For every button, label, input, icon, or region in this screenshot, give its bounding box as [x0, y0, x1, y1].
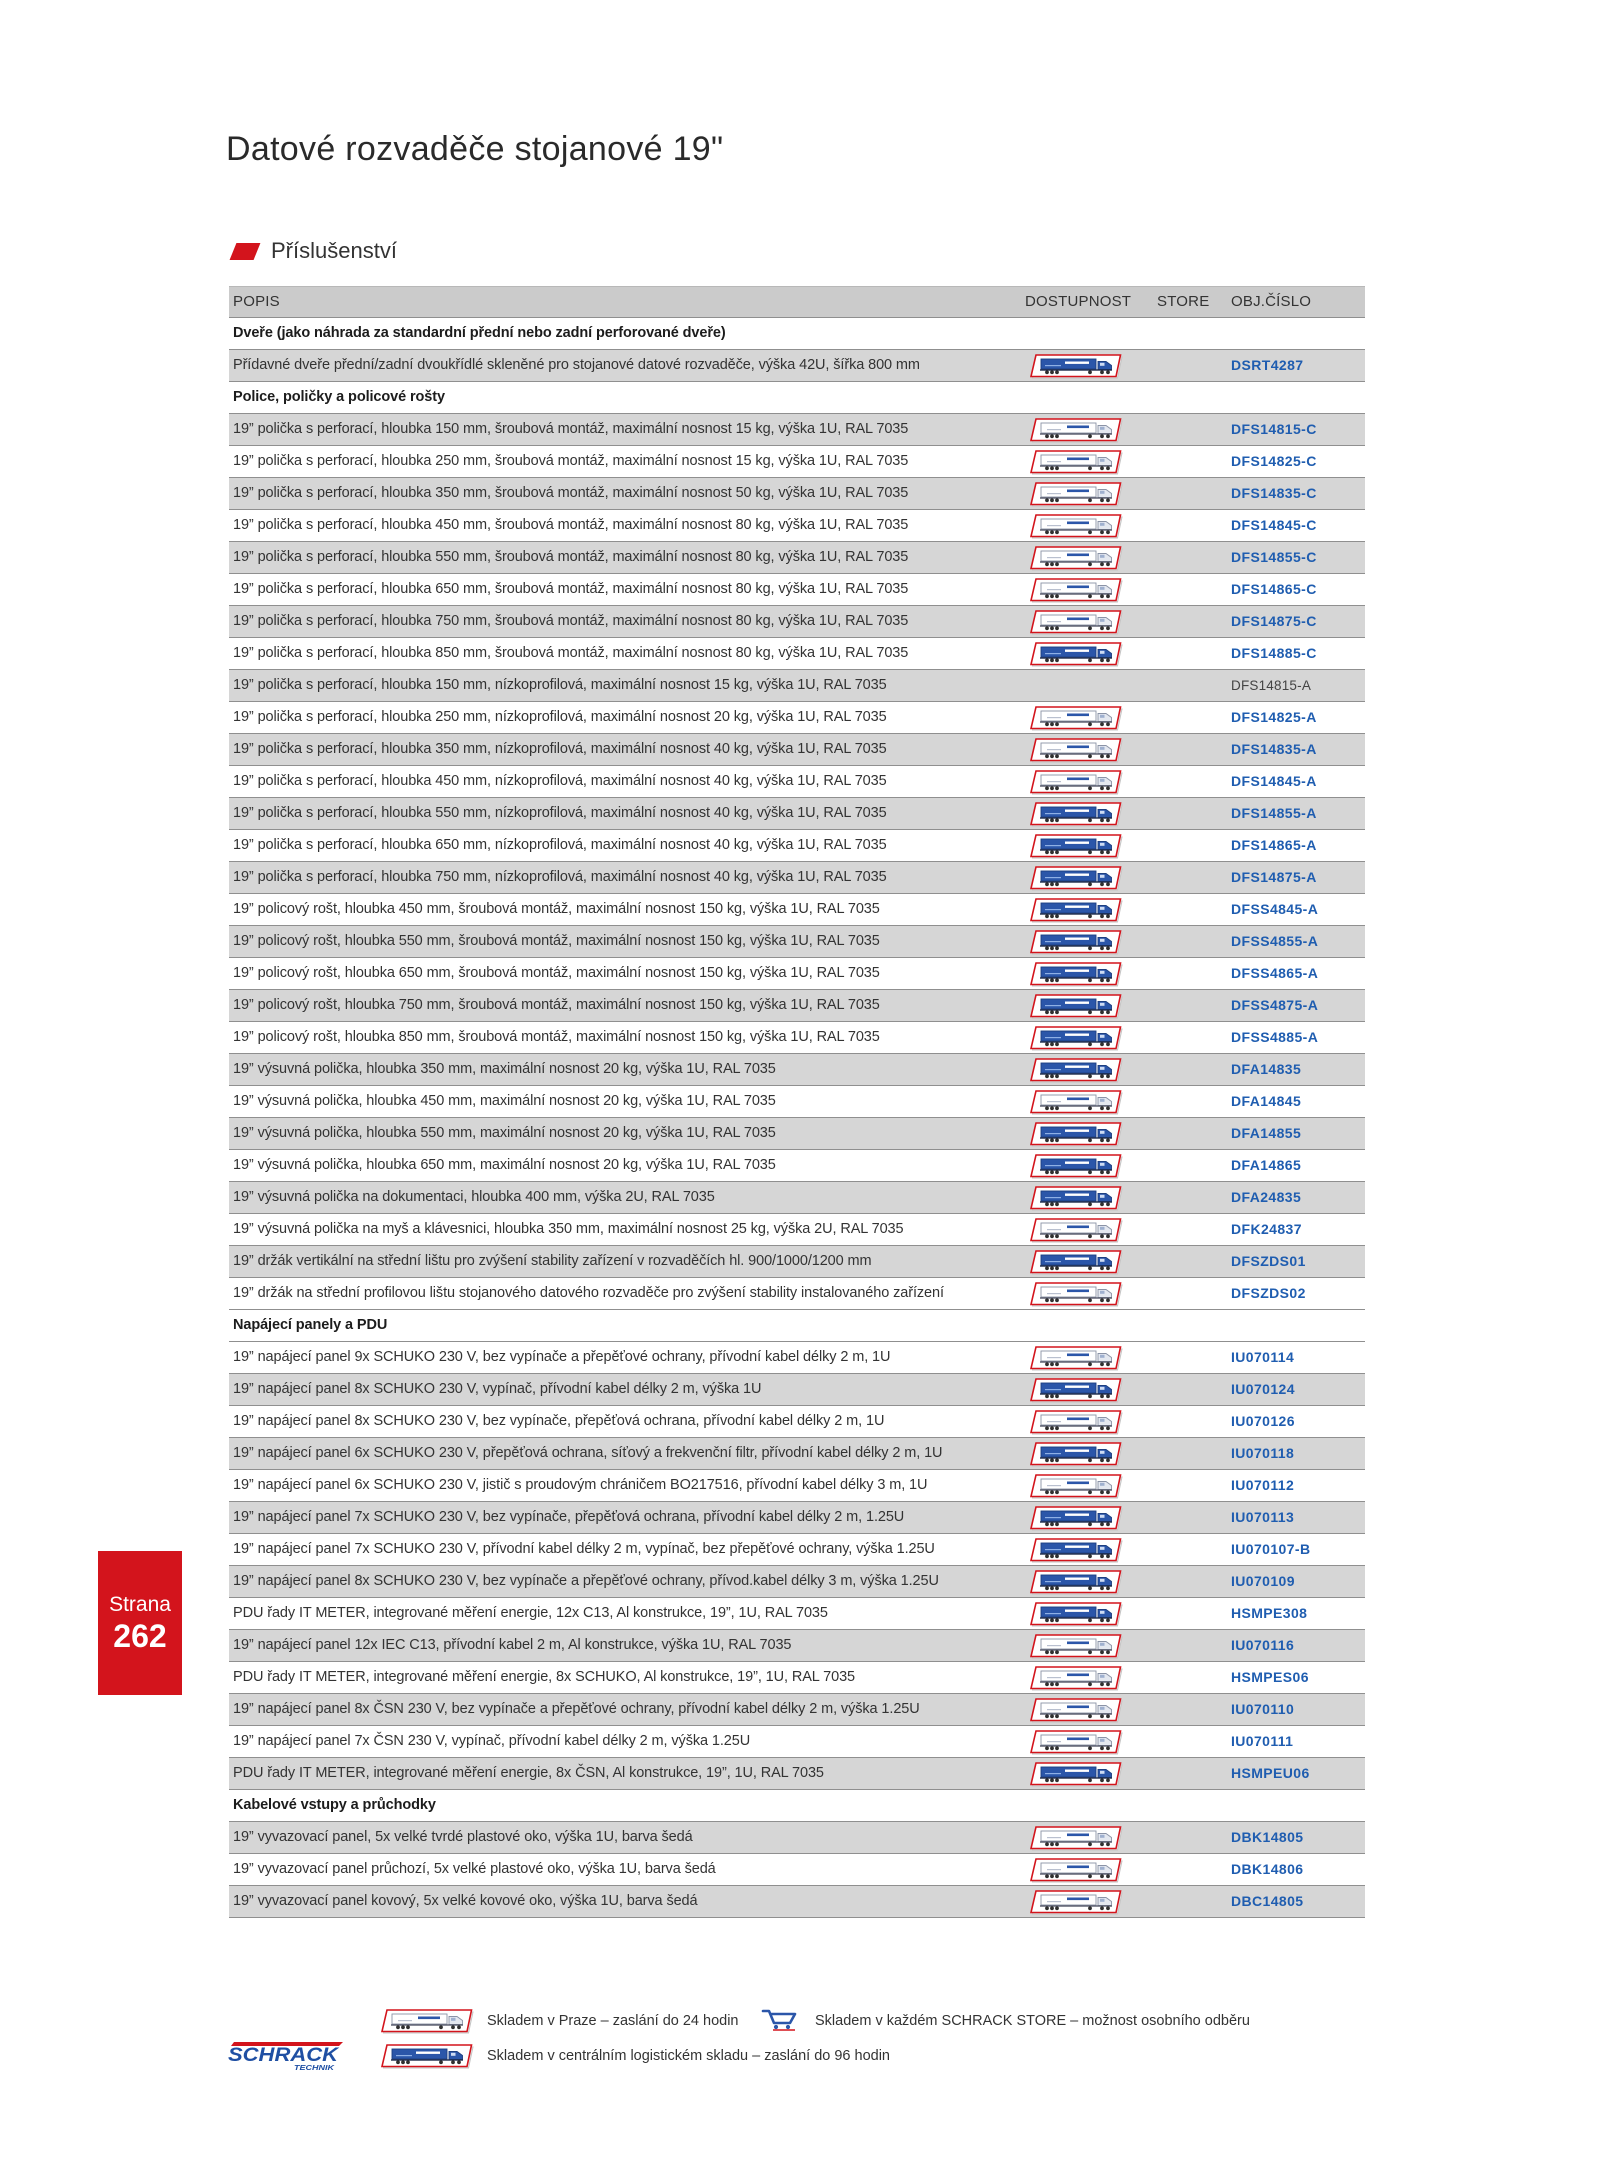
order-number: DFS14885-C — [1231, 645, 1317, 661]
order-number: DSRT4287 — [1231, 357, 1304, 373]
item-description: PDU řady IT METER, integrované měření energie, 12x C13, Al konstrukce, 19”, 1U, RAL 7035 — [233, 1605, 828, 1621]
table-row — [229, 606, 1365, 638]
item-description: PDU řady IT METER, integrované měření energie, 8x SCHUKO, Al konstrukce, 19”, 1U, RAL 7035 — [233, 1669, 856, 1685]
item-description: 19” výsuvná polička, hloubka 350 mm, maximální nosnost 20 kg, výška 1U, RAL 7035 — [233, 1061, 776, 1077]
logo-sub: TECHNIK — [294, 2063, 335, 2072]
legend-prague: Skladem v Praze – zaslání do 24 hodin — [487, 2013, 739, 2029]
table-row — [229, 766, 1365, 798]
group-row — [229, 1310, 1365, 1342]
truck-blue-icon — [1029, 353, 1123, 379]
item-description: 19” polička s perforací, hloubka 150 mm, nízkoprofilová, maximální nosnost 15 kg, výška 1U, RAL 7035 — [233, 677, 887, 693]
truck-blue-icon — [1029, 1121, 1123, 1147]
item-description: 19” polička s perforací, hloubka 350 mm, šroubová montáž, maximální nosnost 50 kg, výška 1U, RAL 7035 — [233, 485, 909, 501]
table-row — [229, 478, 1365, 510]
truck-blue-icon — [1029, 1377, 1123, 1403]
order-number: DFA24835 — [1231, 1189, 1302, 1205]
table-row — [229, 1726, 1365, 1758]
truck-blue-icon — [1029, 1249, 1123, 1275]
truck-blue-icon — [1029, 1441, 1123, 1467]
item-description: 19” policový rošt, hloubka 650 mm, šroubová montáž, maximální nosnost 150 kg, výška 1U, RAL 7035 — [233, 965, 880, 981]
truck-white-icon — [1029, 1089, 1123, 1115]
truck-blue-icon — [380, 2043, 474, 2069]
availability-cell — [1029, 1441, 1123, 1467]
order-number: IU070109 — [1231, 1573, 1295, 1589]
order-number: DFS14865-C — [1231, 581, 1317, 597]
truck-blue-icon — [1029, 1153, 1123, 1179]
availability-cell — [1029, 993, 1123, 1019]
truck-blue-icon — [1029, 1185, 1123, 1211]
order-number: IU070114 — [1231, 1349, 1295, 1365]
availability-cell — [1029, 1025, 1123, 1051]
table-row — [229, 1022, 1365, 1054]
availability-cell — [1029, 1633, 1123, 1659]
item-description: 19” napájecí panel 7x SCHUKO 230 V, bez vypínače, přepěťová ochrana, přívodní kabel délky 2 m, 1.25U — [233, 1509, 905, 1525]
truck-white-icon — [1029, 513, 1123, 539]
truck-white-icon — [1029, 1281, 1123, 1307]
availability-cell — [1029, 1057, 1123, 1083]
table-row — [229, 1566, 1365, 1598]
order-number: DFS14855-A — [1231, 805, 1317, 821]
order-number: DFA14865 — [1231, 1157, 1302, 1173]
legend-store: Skladem v každém SCHRACK STORE – možnost osobního odběru — [815, 2013, 1250, 2029]
table-row — [229, 1342, 1365, 1374]
order-number: DFSS4875-A — [1231, 997, 1319, 1013]
availability-cell — [1029, 481, 1123, 507]
item-description: Přídavné dveře přední/zadní dvoukřídlé skleněné pro stojanové datové rozvaděče, výška 42U, šířka 800 mm — [233, 357, 920, 373]
order-number: IU070126 — [1231, 1413, 1295, 1429]
availability-cell — [1029, 1153, 1123, 1179]
truck-blue-icon — [1029, 1025, 1123, 1051]
availability-cell — [1029, 1825, 1123, 1851]
item-description: 19” polička s perforací, hloubka 550 mm, nízkoprofilová, maximální nosnost 40 kg, výška 1U, RAL 7035 — [233, 805, 887, 821]
order-number: DFS14835-C — [1231, 485, 1317, 501]
item-description: 19” policový rošt, hloubka 850 mm, šroubová montáž, maximální nosnost 150 kg, výška 1U, RAL 7035 — [233, 1029, 880, 1045]
item-description: 19” výsuvná polička, hloubka 450 mm, maximální nosnost 20 kg, výška 1U, RAL 7035 — [233, 1093, 776, 1109]
truck-blue-icon — [1029, 961, 1123, 987]
availability-cell — [1029, 1601, 1123, 1627]
availability-cell — [1029, 1729, 1123, 1755]
truck-blue-icon — [1029, 1601, 1123, 1627]
order-number: DFSS4855-A — [1231, 933, 1319, 949]
item-description: 19” policový rošt, hloubka 450 mm, šroubová montáž, maximální nosnost 150 kg, výška 1U, RAL 7035 — [233, 901, 880, 917]
table-row — [229, 1150, 1365, 1182]
truck-blue-icon — [1029, 865, 1123, 891]
order-number: DBK14806 — [1231, 1861, 1304, 1877]
page-tab-label: Strana — [109, 1593, 171, 1616]
availability-cell — [1029, 1345, 1123, 1371]
order-number: HSMPES06 — [1231, 1669, 1309, 1685]
truck-white-icon — [1029, 1889, 1123, 1915]
item-description: 19” vyvazovací panel průchozí, 5x velké plastové oko, výška 1U, barva šedá — [233, 1861, 716, 1877]
order-number: DFSS4865-A — [1231, 965, 1319, 981]
table-row — [229, 1694, 1365, 1726]
item-description: 19” napájecí panel 6x SCHUKO 230 V, přepěťová ochrana, síťový a frekvenční filtr, přívodní kabel délky 2 m, 1U — [233, 1445, 943, 1461]
order-number: DFSS4885-A — [1231, 1029, 1319, 1045]
item-description: 19” napájecí panel 8x ČSN 230 V, bez vypínače a přepěťové ochrany, přívodní kabel délky 2 m, výška 1.25U — [233, 1701, 920, 1717]
group-row — [229, 382, 1365, 414]
table-row — [229, 1118, 1365, 1150]
order-number: DFS14875-A — [1231, 869, 1317, 885]
truck-white-icon — [1029, 1217, 1123, 1243]
item-description: 19” polička s perforací, hloubka 650 mm, nízkoprofilová, maximální nosnost 40 kg, výška 1U, RAL 7035 — [233, 837, 887, 853]
item-description: 19” výsuvná polička na myš a klávesnici, hloubka 350 mm, maximální nosnost 25 kg, výška 2U, RAL 7035 — [233, 1221, 904, 1237]
availability-cell — [1029, 801, 1123, 827]
truck-blue-icon — [1029, 929, 1123, 955]
truck-blue-icon — [1029, 1537, 1123, 1563]
availability-cell — [1029, 897, 1123, 923]
table-row — [229, 638, 1365, 670]
truck-white-icon — [1029, 417, 1123, 443]
table-row — [229, 702, 1365, 734]
truck-white-icon — [1029, 1473, 1123, 1499]
group-row — [229, 318, 1365, 350]
section-marker-icon — [230, 243, 261, 260]
order-number: DFSZDS02 — [1231, 1285, 1306, 1301]
table-row — [229, 1630, 1365, 1662]
cart-icon — [760, 2006, 800, 2034]
item-description: 19” držák vertikální na střední lištu pro zvýšení stability zařízení v rozvaděčích hl. 900/1000/1200 mm — [233, 1253, 872, 1269]
table-row — [229, 1854, 1365, 1886]
availability-cell — [1029, 1409, 1123, 1435]
availability-cell — [1029, 1697, 1123, 1723]
item-description: 19” polička s perforací, hloubka 650 mm, šroubová montáž, maximální nosnost 80 kg, výška 1U, RAL 7035 — [233, 581, 909, 597]
availability-cell — [1029, 1185, 1123, 1211]
item-description: 19” napájecí panel 8x SCHUKO 230 V, bez vypínače a přepěťové ochrany, přívod.kabel délky 3 m, výška 1.25U — [233, 1573, 939, 1589]
item-description: 19” napájecí panel 8x SCHUKO 230 V, vypínač, přívodní kabel délky 2 m, výška 1U — [233, 1381, 762, 1397]
group-title: Police, poličky a policové rošty — [233, 389, 445, 405]
order-number: DFS14855-C — [1231, 549, 1317, 565]
availability-cell — [1029, 641, 1123, 667]
order-number: IU070124 — [1231, 1381, 1295, 1397]
order-number: DFS14815-C — [1231, 421, 1317, 437]
truck-white-icon — [1029, 1729, 1123, 1755]
availability-cell — [1029, 1377, 1123, 1403]
table-row — [229, 926, 1365, 958]
order-number: DFS14845-C — [1231, 517, 1317, 533]
table-row — [229, 894, 1365, 926]
truck-white-icon — [1029, 609, 1123, 635]
table-row — [229, 1822, 1365, 1854]
truck-white-icon — [1029, 737, 1123, 763]
availability-cell — [1029, 1473, 1123, 1499]
truck-blue-icon — [1029, 801, 1123, 827]
header-store: STORE — [1157, 293, 1210, 310]
table-row — [229, 734, 1365, 766]
item-description: 19” držák na střední profilovou lištu stojanového datového rozvaděče pro zvýšení stability instalovaného zařízení — [233, 1285, 944, 1301]
table-row — [229, 1470, 1365, 1502]
table-row — [229, 1182, 1365, 1214]
availability-cell — [1029, 417, 1123, 443]
truck-blue-icon — [1029, 897, 1123, 923]
item-description: 19” polička s perforací, hloubka 450 mm, nízkoprofilová, maximální nosnost 40 kg, výška 1U, RAL 7035 — [233, 773, 887, 789]
order-number: IU070107-B — [1231, 1541, 1311, 1557]
table-row — [229, 1246, 1365, 1278]
item-description: 19” napájecí panel 9x SCHUKO 230 V, bez vypínače a přepěťové ochrany, přívodní kabel délky 2 m, 1U — [233, 1349, 891, 1365]
item-description: PDU řady IT METER, integrované měření energie, 8x ČSN, Al konstrukce, 19”, 1U, RAL 7035 — [233, 1765, 824, 1781]
header-obj-cislo: OBJ.ČÍSLO — [1231, 293, 1312, 310]
table-row — [229, 1438, 1365, 1470]
legend-central: Skladem v centrálním logistickém skladu – zaslání do 96 hodin — [487, 2048, 890, 2064]
item-description: 19” výsuvná polička, hloubka 650 mm, maximální nosnost 20 kg, výška 1U, RAL 7035 — [233, 1157, 776, 1173]
order-number: HSMPEU06 — [1231, 1765, 1310, 1781]
truck-blue-icon — [1029, 1761, 1123, 1787]
availability-cell — [1029, 865, 1123, 891]
order-number: HSMPE308 — [1231, 1605, 1308, 1621]
order-number: IU070113 — [1231, 1509, 1295, 1525]
item-description: 19” polička s perforací, hloubka 350 mm, nízkoprofilová, maximální nosnost 40 kg, výška 1U, RAL 7035 — [233, 741, 887, 757]
truck-white-icon — [1029, 1825, 1123, 1851]
order-number: DFS14875-C — [1231, 613, 1317, 629]
availability-cell — [1029, 1665, 1123, 1691]
item-description: 19” policový rošt, hloubka 550 mm, šroubová montáž, maximální nosnost 150 kg, výška 1U, RAL 7035 — [233, 933, 880, 949]
order-number: DFK24837 — [1231, 1221, 1302, 1237]
header-dostupnost: DOSTUPNOST — [1025, 293, 1132, 310]
order-number: DFA14855 — [1231, 1125, 1302, 1141]
page-tab — [98, 1551, 182, 1695]
group-title: Napájecí panely a PDU — [233, 1317, 388, 1333]
item-description: 19” napájecí panel 6x SCHUKO 230 V, jistič s proudovým chráničem BO217516, přívodní kabel délky 3 m, 1U — [233, 1477, 928, 1493]
table-row — [229, 1086, 1365, 1118]
section-heading — [233, 236, 397, 266]
table-row — [229, 574, 1365, 606]
table-row — [229, 990, 1365, 1022]
order-number: DFSZDS01 — [1231, 1253, 1306, 1269]
order-number: DFS14825-A — [1231, 709, 1317, 725]
table-row — [229, 542, 1365, 574]
truck-blue-icon — [1029, 641, 1123, 667]
table-row — [229, 1598, 1365, 1630]
order-number: DFS14835-A — [1231, 741, 1317, 757]
item-description: 19” polička s perforací, hloubka 850 mm, šroubová montáž, maximální nosnost 80 kg, výška 1U, RAL 7035 — [233, 645, 909, 661]
table-row — [229, 1502, 1365, 1534]
table-row — [229, 414, 1365, 446]
group-title: Kabelové vstupy a průchodky — [233, 1797, 436, 1813]
truck-white-icon — [1029, 1409, 1123, 1435]
truck-white-icon — [1029, 1633, 1123, 1659]
item-description: 19” polička s perforací, hloubka 150 mm, šroubová montáž, maximální nosnost 15 kg, výška 1U, RAL 7035 — [233, 421, 909, 437]
item-description: 19” policový rošt, hloubka 750 mm, šroubová montáž, maximální nosnost 150 kg, výška 1U, RAL 7035 — [233, 997, 880, 1013]
order-number: DFS14845-A — [1231, 773, 1317, 789]
header-popis: POPIS — [233, 293, 280, 310]
order-number: DBK14805 — [1231, 1829, 1304, 1845]
availability-cell — [1029, 1569, 1123, 1595]
table-row — [229, 1406, 1365, 1438]
item-description: 19” napájecí panel 7x SCHUKO 230 V, přívodní kabel délky 2 m, vypínač, bez přepěťové ochrany, výška 1.25U — [233, 1541, 935, 1557]
availability-cell — [1029, 1857, 1123, 1883]
table-row — [229, 510, 1365, 542]
table-row — [229, 1758, 1365, 1790]
availability-cell — [1029, 1281, 1123, 1307]
order-number: IU070112 — [1231, 1477, 1295, 1493]
availability-cell — [1029, 577, 1123, 603]
availability-cell — [1029, 705, 1123, 731]
availability-cell — [1029, 1537, 1123, 1563]
schrack-logo — [224, 2040, 344, 2072]
availability-cell — [1029, 833, 1123, 859]
order-number: DFS14865-A — [1231, 837, 1317, 853]
item-description: 19” napájecí panel 7x ČSN 230 V, vypínač, přívodní kabel délky 2 m, výška 1.25U — [233, 1733, 751, 1749]
group-title: Dveře (jako náhrada za standardní přední nebo zadní perforované dveře) — [233, 325, 726, 341]
order-number: DFS14815-A — [1231, 678, 1312, 693]
table-row — [229, 798, 1365, 830]
availability-cell — [1029, 353, 1123, 379]
table-row — [229, 1054, 1365, 1086]
order-number: IU070110 — [1231, 1701, 1295, 1717]
table-body — [229, 318, 1365, 1918]
table-row — [229, 1662, 1365, 1694]
availability-cell — [1029, 1505, 1123, 1531]
item-description: 19” polička s perforací, hloubka 750 mm, šroubová montáž, maximální nosnost 80 kg, výška 1U, RAL 7035 — [233, 613, 909, 629]
group-row — [229, 1790, 1365, 1822]
item-description: 19” napájecí panel 12x IEC C13, přívodní kabel 2 m, Al konstrukce, výška 1U, RAL 7035 — [233, 1637, 792, 1653]
order-number: DFS14825-C — [1231, 453, 1317, 469]
order-number: IU070111 — [1231, 1733, 1294, 1749]
table-row — [229, 1886, 1365, 1918]
item-description: 19” polička s perforací, hloubka 750 mm, nízkoprofilová, maximální nosnost 40 kg, výška 1U, RAL 7035 — [233, 869, 887, 885]
table-row — [229, 1214, 1365, 1246]
table-row — [229, 670, 1365, 702]
availability-cell — [1029, 545, 1123, 571]
truck-blue-icon — [1029, 1505, 1123, 1531]
truck-white-icon — [1029, 449, 1123, 475]
truck-blue-icon — [1029, 1057, 1123, 1083]
order-number: IU070116 — [1231, 1637, 1295, 1653]
item-description: 19” vyvazovací panel kovový, 5x velké kovové oko, výška 1U, barva šedá — [233, 1893, 698, 1909]
item-description: 19” výsuvná polička, hloubka 550 mm, maximální nosnost 20 kg, výška 1U, RAL 7035 — [233, 1125, 776, 1141]
truck-white-icon — [1029, 545, 1123, 571]
truck-white-icon — [1029, 1665, 1123, 1691]
table-row — [229, 958, 1365, 990]
availability-cell — [1029, 1089, 1123, 1115]
table-row — [229, 1278, 1365, 1310]
availability-cell — [1029, 1217, 1123, 1243]
truck-white-icon — [1029, 481, 1123, 507]
availability-cell — [1029, 449, 1123, 475]
page-number: 262 — [113, 1618, 167, 1654]
availability-cell — [1029, 1761, 1123, 1787]
order-number: DBC14805 — [1231, 1893, 1304, 1909]
item-description: 19” výsuvná polička na dokumentaci, hloubka 400 mm, výška 2U, RAL 7035 — [233, 1189, 715, 1205]
availability-cell — [1029, 769, 1123, 795]
order-number: IU070118 — [1231, 1445, 1295, 1461]
item-description: 19” polička s perforací, hloubka 250 mm, nízkoprofilová, maximální nosnost 20 kg, výška 1U, RAL 7035 — [233, 709, 887, 725]
availability-cell — [1029, 961, 1123, 987]
product-table — [229, 286, 1365, 1918]
truck-white-icon — [1029, 577, 1123, 603]
truck-white-icon — [380, 2008, 474, 2034]
order-number: DFA14835 — [1231, 1061, 1302, 1077]
truck-white-icon — [1029, 1345, 1123, 1371]
page-title: Datové rozvaděče stojanové 19" — [226, 130, 724, 168]
availability-cell — [1029, 609, 1123, 635]
truck-blue-icon — [1029, 833, 1123, 859]
item-description: 19” polička s perforací, hloubka 450 mm, šroubová montáž, maximální nosnost 80 kg, výška 1U, RAL 7035 — [233, 517, 909, 533]
truck-white-icon — [1029, 1697, 1123, 1723]
availability-cell — [1029, 1889, 1123, 1915]
item-description: 19” napájecí panel 8x SCHUKO 230 V, bez vypínače, přepěťová ochrana, přívodní kabel délky 2 m, 1U — [233, 1413, 885, 1429]
table-row — [229, 862, 1365, 894]
availability-cell — [1029, 929, 1123, 955]
item-description: 19” vyvazovací panel, 5x velké tvrdé plastové oko, výška 1U, barva šedá — [233, 1829, 693, 1845]
table-row — [229, 446, 1365, 478]
table-row — [229, 1534, 1365, 1566]
availability-cell — [1029, 513, 1123, 539]
truck-white-icon — [1029, 769, 1123, 795]
item-description: 19” polička s perforací, hloubka 250 mm, šroubová montáž, maximální nosnost 15 kg, výška 1U, RAL 7035 — [233, 453, 909, 469]
truck-white-icon — [1029, 705, 1123, 731]
section-label: Příslušenství — [271, 238, 397, 263]
item-description: 19” polička s perforací, hloubka 550 mm, šroubová montáž, maximální nosnost 80 kg, výška 1U, RAL 7035 — [233, 549, 909, 565]
truck-blue-icon — [1029, 1569, 1123, 1595]
order-number: DFSS4845-A — [1231, 901, 1319, 917]
logo-name: SCHRACK — [228, 2045, 340, 2066]
availability-cell — [1029, 1121, 1123, 1147]
table-row — [229, 350, 1365, 382]
availability-cell — [1029, 737, 1123, 763]
truck-blue-icon — [1029, 993, 1123, 1019]
availability-cell — [1029, 1249, 1123, 1275]
order-number: DFA14845 — [1231, 1093, 1302, 1109]
table-header — [229, 286, 1365, 318]
table-row — [229, 1374, 1365, 1406]
truck-white-icon — [1029, 1857, 1123, 1883]
table-row — [229, 830, 1365, 862]
